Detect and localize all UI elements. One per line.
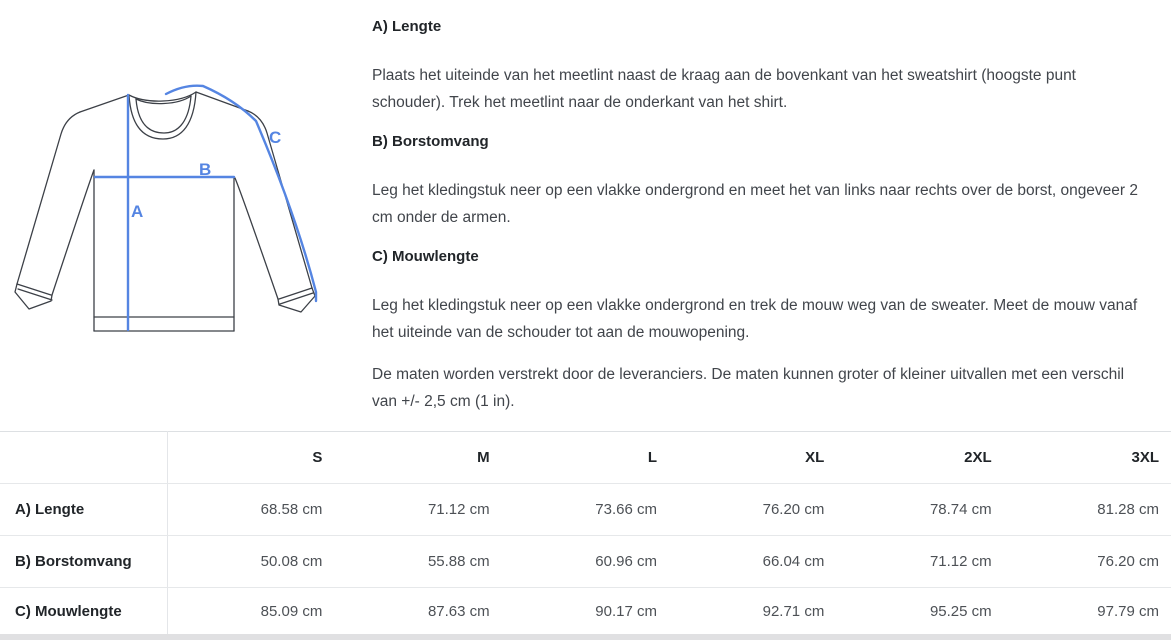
size-value: 76.20 cm <box>669 484 836 536</box>
size-value: 66.04 cm <box>669 536 836 588</box>
size-column-header-2xl: 2XL <box>836 432 1003 484</box>
size-value: 81.28 cm <box>1004 484 1171 536</box>
size-value: 85.09 cm <box>167 588 334 635</box>
size-value: 92.71 cm <box>669 588 836 635</box>
sweatshirt-measurement-diagram <box>0 0 340 360</box>
row-label-mouwlengte: C) Mouwlengte <box>0 588 167 635</box>
measure-label-a: A <box>131 202 144 221</box>
size-value: 73.66 cm <box>502 484 669 536</box>
size-value: 76.20 cm <box>1004 536 1171 588</box>
section-body-mouwlengte: Leg het kledingstuk neer op een vlakke ondergrond en trek de mouw weg van de sweater. Meet de mouw vanaf het uiteinde van de schouder tot aan de mouwopening. <box>372 297 1138 341</box>
row-label-lengte: A) Lengte <box>0 484 167 536</box>
size-value: 95.25 cm <box>836 588 1003 635</box>
bottom-divider <box>0 634 1171 640</box>
size-value: 50.08 cm <box>167 536 334 588</box>
size-table-section <box>0 431 1171 635</box>
sweatshirt-line-drawing-icon <box>0 0 340 360</box>
section-heading-mouwlengte: C) Mouwlengte <box>372 248 479 265</box>
size-table-corner-cell <box>0 432 167 484</box>
table-row-mouwlengte <box>0 588 1171 635</box>
section-heading-lengte: A) Lengte <box>372 18 442 35</box>
size-column-header-m: M <box>334 432 501 484</box>
size-value: 97.79 cm <box>1004 588 1171 635</box>
size-column-header-xl: XL <box>669 432 836 484</box>
measure-label-c: C <box>269 128 282 147</box>
size-value: 55.88 cm <box>334 536 501 588</box>
row-label-borstomvang: B) Borstomvang <box>0 536 167 588</box>
size-value: 78.74 cm <box>836 484 1003 536</box>
size-value: 60.96 cm <box>502 536 669 588</box>
size-table-header-row <box>0 432 1171 484</box>
size-value: 71.12 cm <box>836 536 1003 588</box>
size-value: 90.17 cm <box>502 588 669 635</box>
size-column-header-3xl: 3XL <box>1004 432 1171 484</box>
measurement-instructions <box>372 16 1150 430</box>
measure-label-b: B <box>199 160 212 179</box>
size-value: 87.63 cm <box>334 588 501 635</box>
section-body-borstomvang: Leg het kledingstuk neer op een vlakke ondergrond en meet het van links naar rechts over de borst, ongeveer 2 cm onder de armen. <box>372 182 1139 226</box>
size-disclaimer: De maten worden verstrekt door de leveranciers. De maten kunnen groter of kleiner uitvallen met een verschil van +/- 2,5 cm (1 in). <box>372 366 1125 410</box>
section-heading-borstomvang: B) Borstomvang <box>372 133 489 150</box>
size-column-header-s: S <box>167 432 334 484</box>
size-value: 71.12 cm <box>334 484 501 536</box>
size-table <box>0 431 1171 635</box>
table-row-borstomvang <box>0 536 1171 588</box>
size-value: 68.58 cm <box>167 484 334 536</box>
size-column-header-l: L <box>502 432 669 484</box>
section-body-lengte: Plaats het uiteinde van het meetlint naast de kraag aan de bovenkant van het sweatshirt (hoogste punt schouder). Trek het meetlint naar de onderkant van het shirt. <box>372 67 1076 111</box>
table-row-lengte <box>0 484 1171 536</box>
